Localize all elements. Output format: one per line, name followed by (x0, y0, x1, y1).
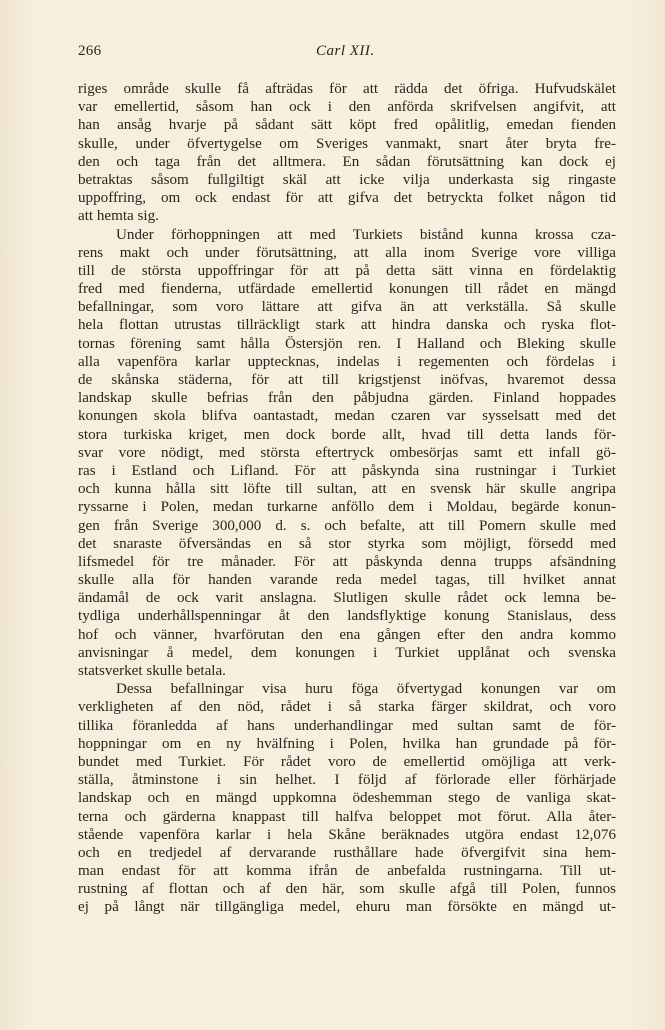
body-text (78, 80, 616, 917)
text-line: rustning af flottan och af den här, som skulle afgå till Polen, funnos (78, 881, 616, 898)
text-line: ras i Estland och Lifland. För att påskynda sina rustningar i Turkiet (78, 462, 616, 479)
text-line: fred med fienderna, utfärdade emellertid konungen till rådet en mängd (78, 281, 616, 298)
text-line: befallningar, som voro lättare att gifva än att verkställa. Så skulle (78, 299, 616, 316)
text-line: landskap och en mängd uppkomna ödeshemman stego de vanliga skat- (78, 790, 616, 807)
text-line: de skånska städerna, för att till krigstjenst inöfvas, hvaremot dessa (78, 372, 616, 388)
text-line: den och taga från det alltmera. En sådan förutsättning kan dock ej (78, 153, 616, 170)
text-line: stora turkiska kriget, men dock borde allt, hvad till detta lands för- (78, 426, 616, 443)
text-line: landskap skulle befrias från den påbjudna gärden. Finland hoppades (78, 390, 616, 407)
text-line: och en tredjedel af dervarande rusthållare hade öfvergifvit sina hem- (78, 844, 616, 861)
text-line: svar vore nödigt, med största eftertryck ombesörjas samt ett infall gö- (78, 444, 616, 461)
text-line: terna och gärderna knappast till halfva beloppet mot förut. Alla åter- (78, 808, 616, 825)
text-line: ryssarne i Polen, medan turkarne anföllo dem i Moldau, begärde konun- (78, 499, 616, 516)
text-line: tydliga underhållspenningar åt den landsflyktige konung Stanislaus, dess (78, 608, 616, 625)
text-line: verkligheten af den nöd, rådet i så starka färger skildrat, och voro (78, 699, 616, 716)
text-line: ej på långt när tillgängliga medel, ehuru man försökte en mängd ut- (78, 899, 616, 916)
text-line: tornas förening samt hålla Östersjön ren. I Halland och Bleking skulle (78, 335, 616, 352)
text-line: anvisningar å medel, dem konungen i Turkiet upplånat och svenska (78, 644, 616, 661)
text-line: att hemta sig. (78, 208, 159, 225)
text-line: riges område skulle få afträdas för att rädda det öfriga. Hufvudskälet (78, 81, 616, 97)
text-line: statsverket skulle betala. (78, 663, 226, 679)
text-line: ställa, åtminstone i sin helhet. I följd af förlorade eller förhärjade (78, 772, 616, 789)
text-line: till de största uppoffringar för att på detta sätt vinna en fördelaktig (78, 262, 616, 279)
text-line: det snaraste öfversändas en så stor styrka som möjligt, försedd med (78, 535, 616, 552)
text-line: han ansåg hvarje på sådant sätt köpt fred opålitlig, emedan fienden (78, 117, 616, 134)
page-header (78, 43, 618, 65)
text-line: skulle alla för handen varande reda medel tagas, till hvilket annat (78, 572, 616, 589)
text-line: och kunna hålla sitt löfte till sultan, att en svensk här skulle angripa (78, 481, 616, 498)
text-line: konungen skola blifva oantastadt, medan czaren var sysselsatt med det (78, 408, 616, 425)
text-line: man endast för att komma ifrån de anbefalda rustningarna. Till ut- (78, 863, 616, 880)
running-head: Carl XII. (316, 43, 375, 59)
text-line: betraktas såsom fullgiltigt skäl att icke vilja underkasta sig ringaste (78, 171, 616, 188)
text-line: rens makt och under förutsättning, att alla inom Sverige vore villiga (78, 244, 616, 261)
text-line: uppoffring, om ock endast för att gifva det betryckta folket någon tid (78, 190, 616, 207)
text-line: lifsmedel för tre månader. För att påskynda denna trupps afsändning (78, 553, 616, 570)
text-line: gen från Sverige 300,000 d. s. och befalte, att till Pomern skulle med (78, 517, 616, 534)
text-line: tillika föranledda af hans underhandlingar med sultan samt de för- (78, 717, 616, 734)
text-line: Under förhoppningen att med Turkiets bistånd kunna krossa cza- (116, 226, 616, 243)
text-line: stående vapenföra karlar i hela Skåne beräknades utgöra endast 12,076 (78, 826, 616, 843)
text-line: hof och vänner, hvarförutan den ena gången efter den andra kommo (78, 626, 616, 643)
page-number: 266 (78, 43, 102, 59)
text-line: hela flottan utrustas tillräckligt stark att hindra danska och ryska flot- (78, 317, 616, 334)
text-line: alla vapenföra karlar upptecknas, indelas i regementen och fördelas i (78, 353, 616, 370)
text-line: ändamål de ock varit anslagna. Slutligen skulle rådet ock lemna be- (78, 590, 616, 607)
text-line: skulle, under öfvertygelse om Sveriges vanmakt, snart åter bryta fre- (78, 135, 616, 152)
text-line: Dessa befallningar visa huru föga öfvertygad konungen var om (116, 681, 616, 698)
text-line: bundet med Turkiet. För rådet voro de emellertid omöjliga att verk- (78, 753, 616, 770)
text-line: hoppningar om en ny hvälfning i Polen, hvilka han grundade på för- (78, 735, 616, 752)
text-line: var emellertid, såsom han ock i den anförda skrifvelsen angifvit, att (78, 99, 616, 116)
